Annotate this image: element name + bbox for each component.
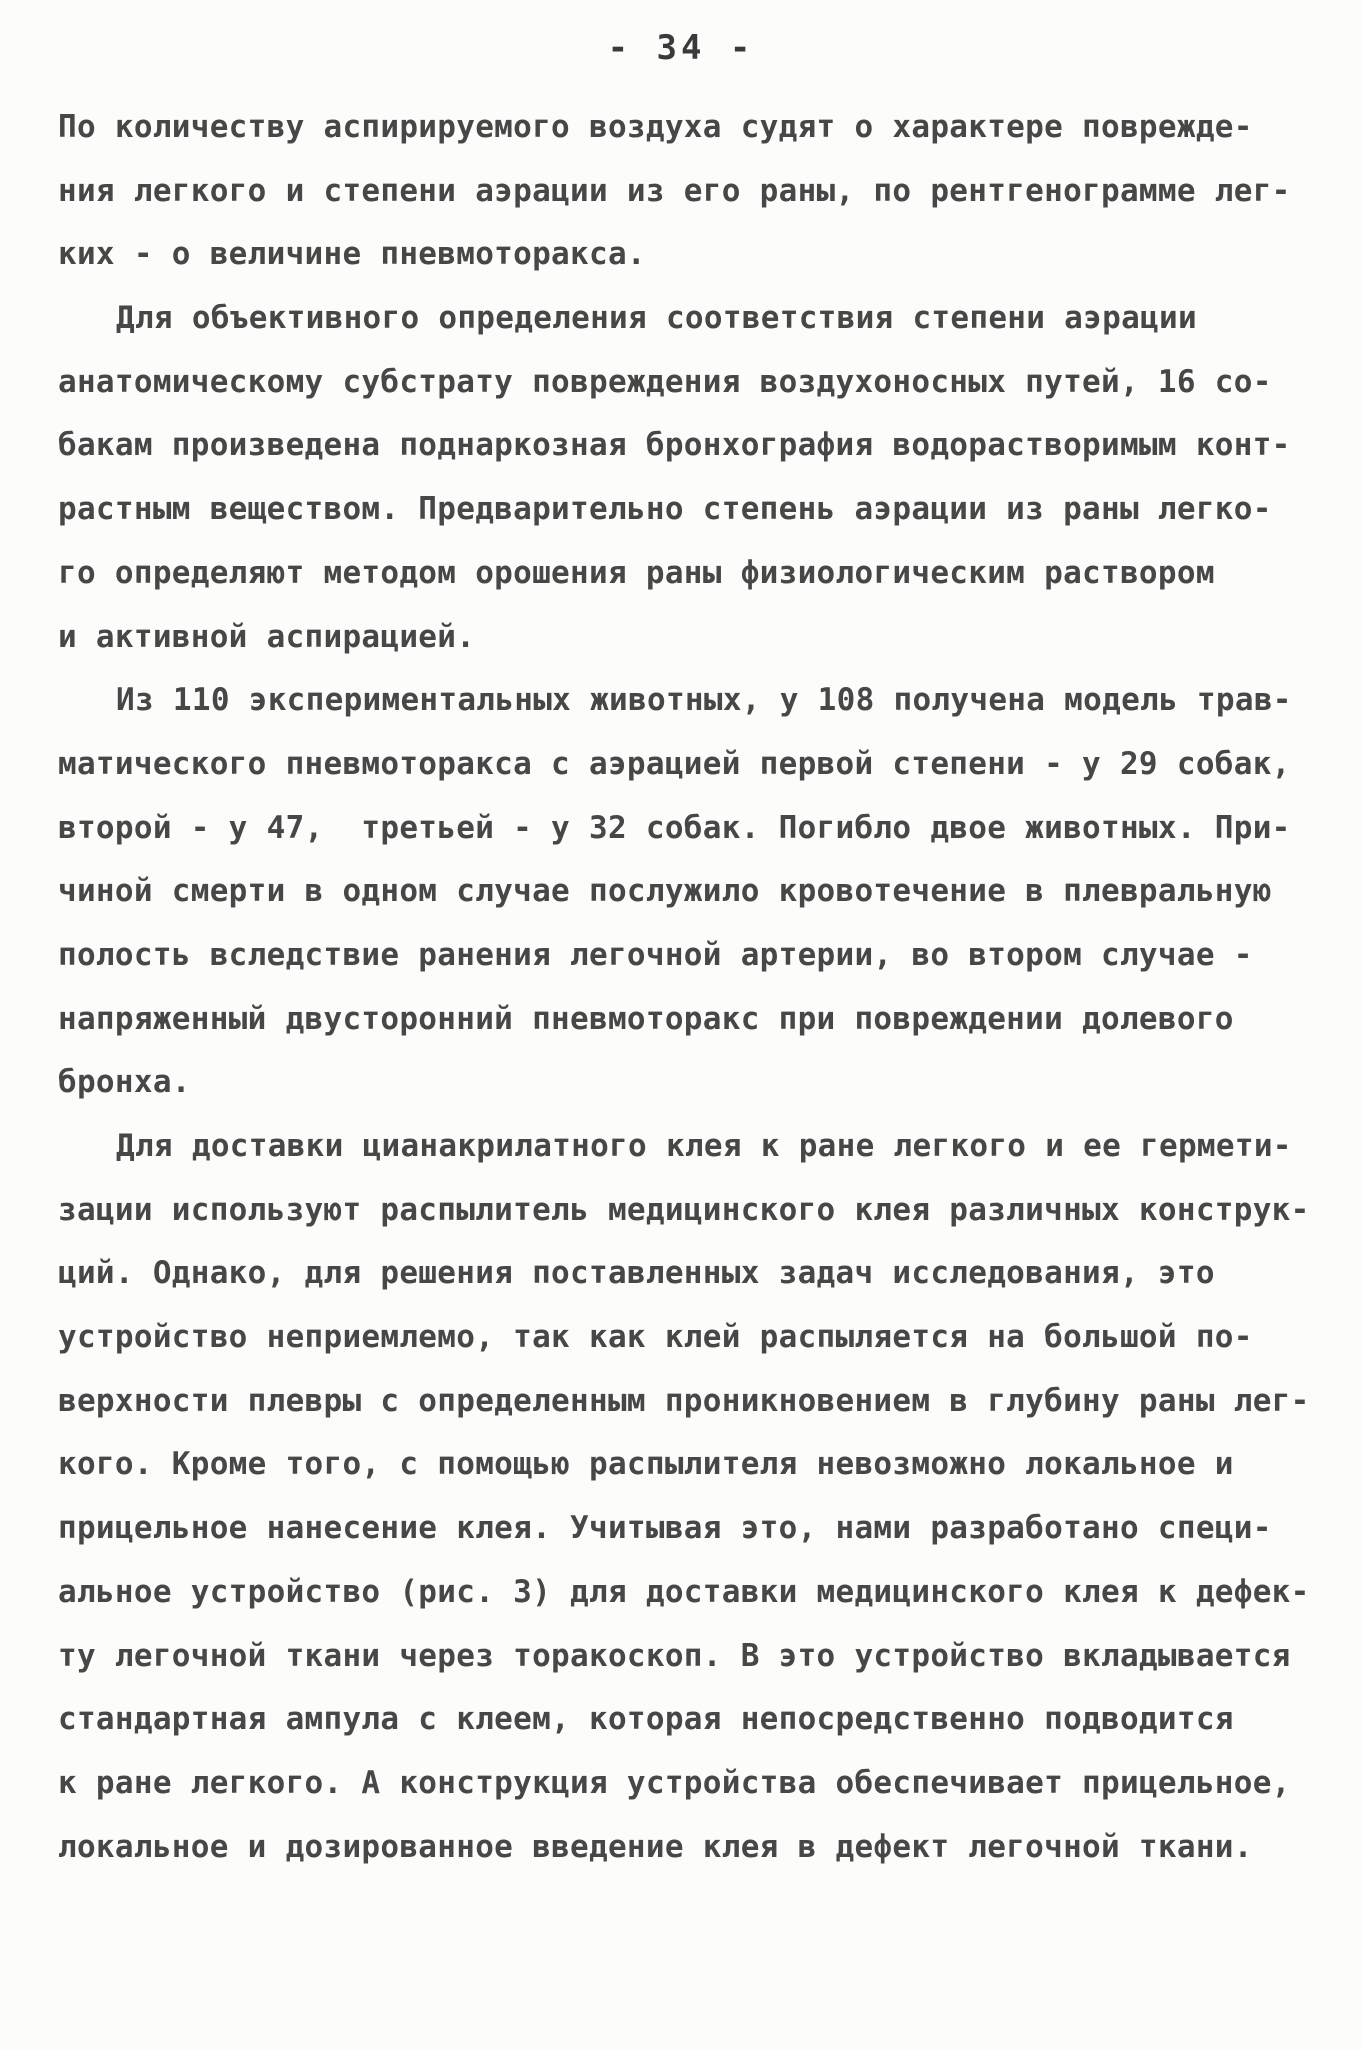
text-line: напряженный двусторонний пневмоторакс при повреждении долевого (58, 1000, 1234, 1037)
text-line: бакам произведена поднаркозная бронхография водорастворимым конт- (58, 427, 1291, 464)
text-line: прицельное нанесение клея. Учитывая это, нами разработано специ- (58, 1510, 1272, 1547)
text-line: По количеству аспирируемого воздуха судят о характере поврежде- (58, 109, 1253, 145)
text-line: чиной смерти в одном случае послужило кровотечение в плевральную (58, 873, 1272, 910)
text-line: полость вследствие ранения легочной артерии, во втором случае - (58, 936, 1253, 973)
text-line: растным веществом. Предварительно степень аэрации из раны легко- (58, 491, 1272, 528)
text-line: и активной аспирацией. (58, 618, 476, 655)
text-line: ния легкого и степени аэрации из его раны, по рентгенограмме лег- (58, 172, 1291, 209)
text-line: матического пневмоторакса с аэрацией первой степени - у 29 собак, (58, 745, 1291, 782)
text-line: го определяют методом орошения раны физиологическим раствором (58, 554, 1215, 591)
text-line: альное устройство (рис. 3) для доставки медицинского клея к дефек- (58, 1573, 1310, 1610)
text-line: стандартная ампула с клеем, которая непосредственно подводится (58, 1701, 1234, 1738)
text-line: второй - у 47, третьей - у 32 собак. Погибло двое животных. При- (58, 809, 1291, 846)
text-line: Для объективного определения соответствия степени аэрации (116, 300, 1197, 337)
text-line: ких - о величине пневмоторакса. (58, 236, 646, 273)
text-line: к ране легкого. А конструкция устройства обеспечивает прицельное, (58, 1764, 1291, 1801)
body-text (58, 96, 1310, 1879)
text-line: Для доставки цианакрилатного клея к ране легкого и ее гермети- (116, 1128, 1292, 1164)
text-line: зации используют распылитель медицинского клея различных конструк- (58, 1191, 1310, 1228)
text-line: локальное и дозированное введение клея в дефект легочной ткани. (58, 1828, 1253, 1865)
text-line: анатомическому субстрату повреждения воздухоносных путей, 16 со- (58, 363, 1272, 400)
text-line: кого. Кроме того, с помощью распылителя невозможно локальное и (58, 1446, 1234, 1483)
text-line: бронха. (58, 1064, 191, 1101)
text-line: ту легочной ткани через торакоскоп. В это устройство вкладывается (58, 1637, 1291, 1674)
text-line: Из 110 экспериментальных животных, у 108 получена модель трав- (116, 682, 1292, 719)
text-line: ций. Однако, для решения поставленных задач исследования, это (58, 1255, 1215, 1292)
text-line: устройство неприемлемо, так как клей распыляется на большой по- (58, 1319, 1253, 1356)
text-line: верхности плевры с определенным проникновением в глубину раны лег- (58, 1382, 1310, 1419)
page-number: - 34 - (607, 28, 755, 68)
